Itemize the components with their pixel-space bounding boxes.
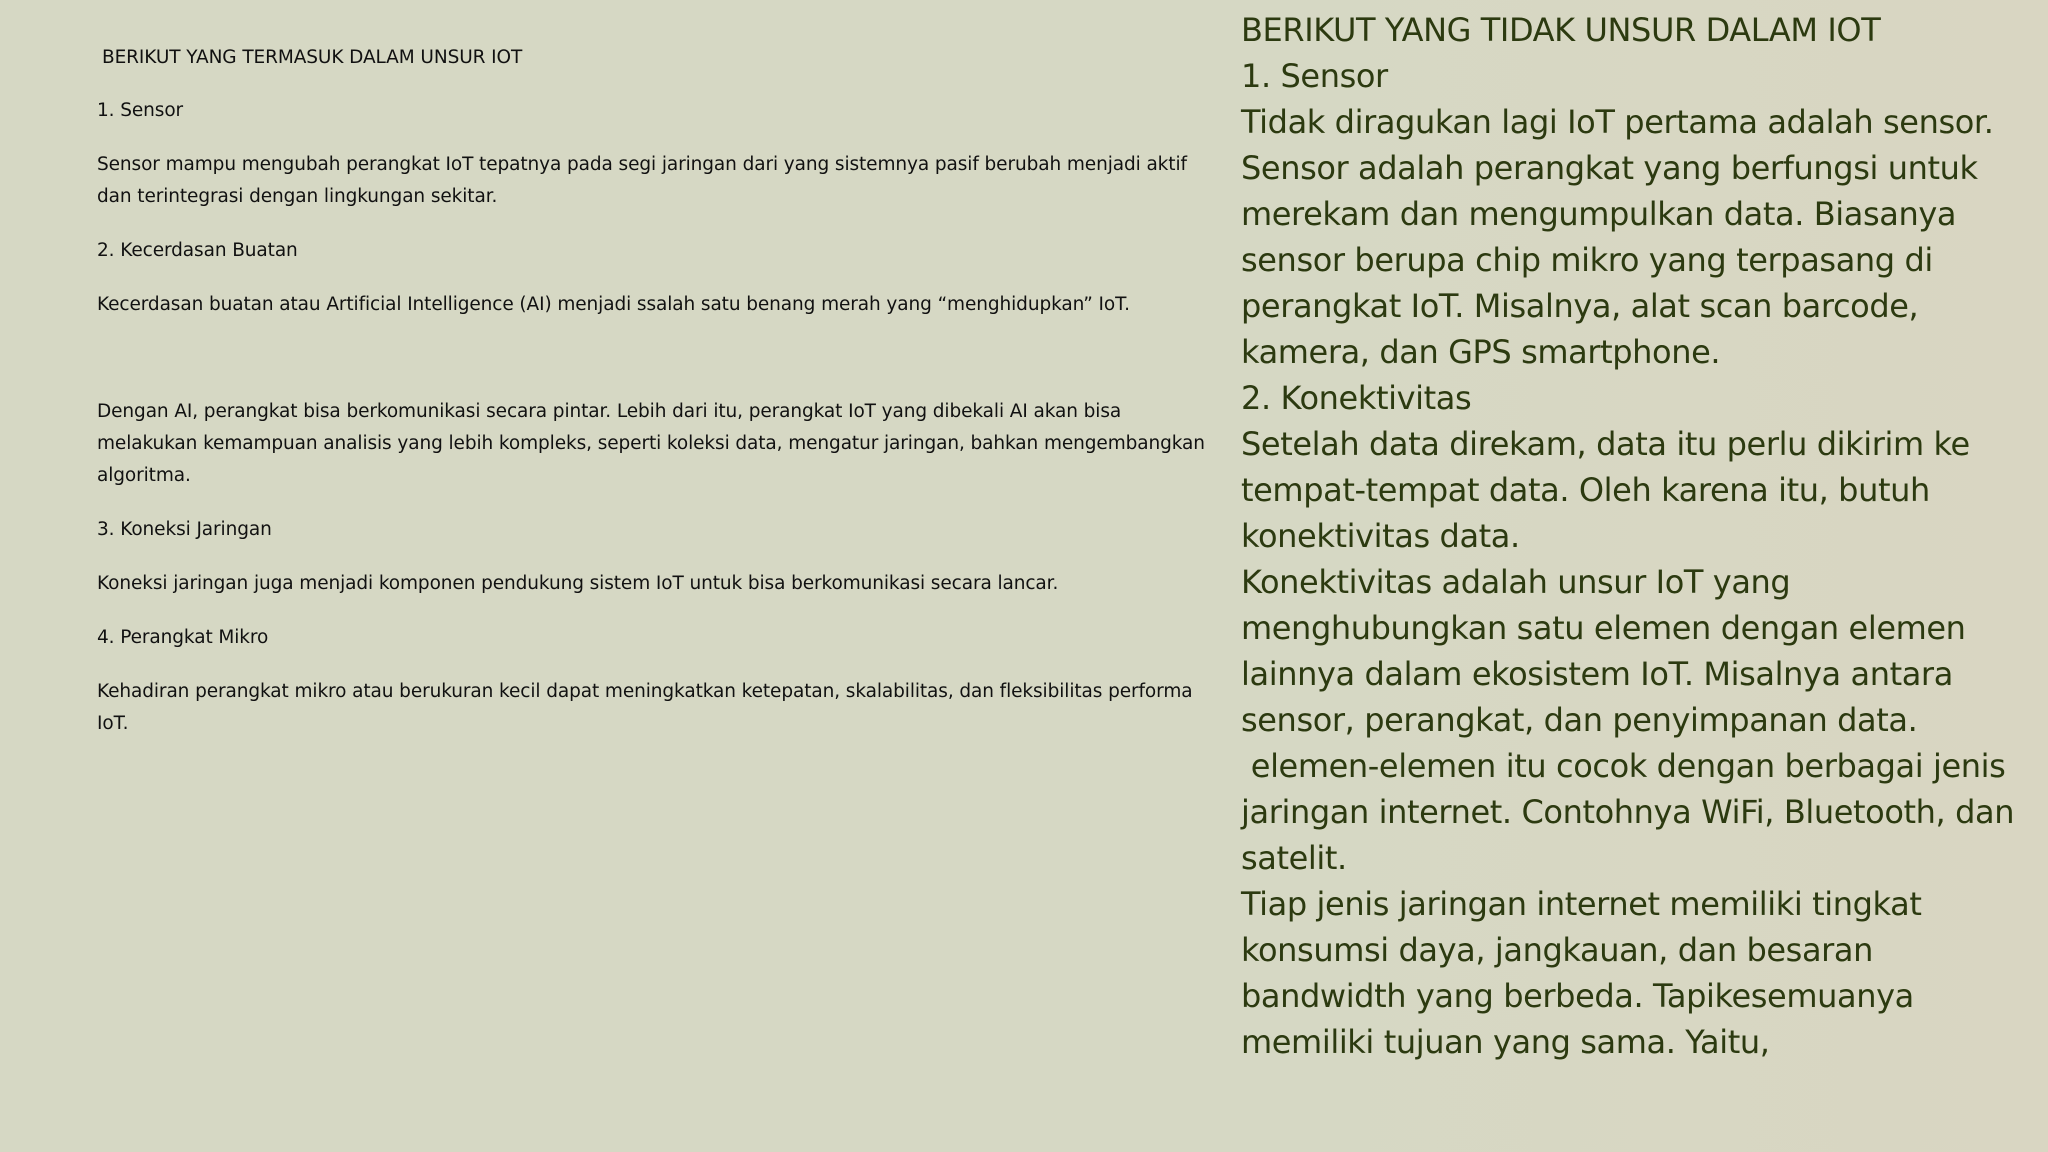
item-paragraph-ai-2: Dengan AI, perangkat bisa berkomunikasi secara pintar. Lebih dari itu, perangkat IoT yang dibekali AI akan bisa melakukan kemampuan analisis yang lebih kompleks, seperti koleksi data, mengatur jaringan, bahkan mengembangkan algoritma. [97, 401, 1205, 486]
item-title-network: 3. Koneksi Jaringan [97, 519, 272, 540]
right-line-network-types: elemen-elemen itu cocok dengan berbagai jenis jaringan internet. Contohnya WiFi, Bluetooth, dan satelit. [1241, 747, 2024, 877]
item-paragraph-ai-1: Kecerdasan buatan atau Artificial Intelligence (AI) menjadi ssalah satu benang merah yang “menghidupkan” IoT. [97, 294, 1130, 315]
item-title-ai: 2. Kecerdasan Buatan [97, 240, 298, 261]
blank-line [97, 343, 1217, 396]
item-paragraph-network: Koneksi jaringan juga menjadi komponen pendukung sistem IoT untuk bisa berkomunikasi secara lancar. [97, 573, 1059, 594]
right-text-column [1241, 7, 2041, 1065]
item-title-micro-device: 4. Perangkat Mikro [97, 627, 269, 648]
right-line-connectivity-title: 2. Konektivitas [1241, 379, 1472, 417]
item-title-sensor: 1. Sensor [97, 100, 184, 121]
right-line-connectivity-body: Setelah data direkam, data itu perlu dikirim ke tempat-tempat data. Oleh karena itu, butuh konektivitas data. [1241, 425, 1980, 555]
left-heading: BERIKUT YANG TERMASUK DALAM UNSUR IOT [102, 47, 523, 68]
item-paragraph-micro-device: Kehadiran perangkat mikro atau berukuran kecil dapat meningkatkan ketepatan, skalabilitas, dan fleksibilitas performa IoT. [97, 681, 1193, 734]
right-line-sensor-title: 1. Sensor [1241, 57, 1388, 95]
right-line-sensor-body: Tidak diragukan lagi IoT pertama adalah sensor. Sensor adalah perangkat yang berfungsi untuk merekam dan mengumpulkan data. Biasanya sensor berupa chip mikro yang terpasang di perangkat IoT. Misalnya, alat scan barcode, kamera, dan GPS smartphone. [1241, 103, 2004, 371]
right-line-connectivity-definition: Konektivitas adalah unsur IoT yang menghubungkan satu elemen dengan elemen lainnya dalam ekosistem IoT. Misalnya antara sensor, perangkat, dan penyimpanan data. [1241, 563, 1976, 739]
left-text-column [97, 42, 1217, 762]
item-paragraph-sensor: Sensor mampu mengubah perangkat IoT tepatnya pada segi jaringan dari yang sistemnya pasif berubah menjadi aktif dan terintegrasi dengan lingkungan sekitar. [97, 154, 1187, 207]
right-line-network-comparison: Tiap jenis jaringan internet memiliki tingkat konsumsi daya, jangkauan, dan besaran bandwidth yang berbeda. Tapikesemuanya memiliki tujuan yang sama. Yaitu, [1241, 885, 1932, 1061]
right-heading: BERIKUT YANG TIDAK UNSUR DALAM IOT [1241, 11, 1881, 49]
